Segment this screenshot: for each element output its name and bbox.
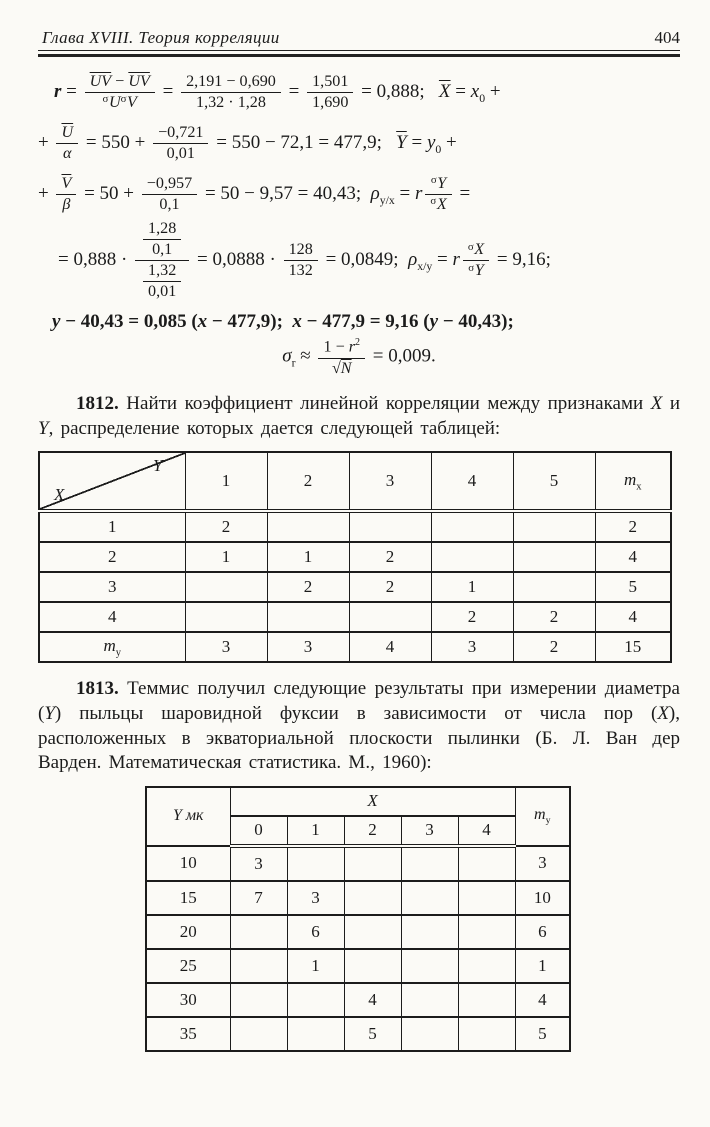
fraction-denominator <box>143 282 181 301</box>
text-segment: Y <box>44 702 55 724</box>
table-cell <box>185 602 267 632</box>
table-row <box>39 572 671 602</box>
table-header-row <box>39 452 671 511</box>
table-cell <box>267 511 349 542</box>
table-cell: 1 <box>287 949 344 983</box>
math-text: = <box>450 80 471 102</box>
math-text: = 0,009. <box>368 345 436 367</box>
table-row <box>39 511 671 542</box>
fraction <box>135 220 189 301</box>
variable: y <box>52 311 61 333</box>
fraction-numerator <box>181 73 281 93</box>
fraction-numerator <box>85 73 155 93</box>
corner-label-x: X <box>54 485 65 505</box>
table-row <box>146 881 570 915</box>
fraction <box>307 73 353 112</box>
table-cell: 2 <box>513 632 595 662</box>
math-text: = 0,888; <box>356 80 439 102</box>
math-text: 1,32 · 1,28 <box>196 93 266 111</box>
table-body <box>39 511 671 662</box>
text-segment: ) пыльцы шаровидной фуксии в зависимости от числа пор ( <box>54 702 658 724</box>
math-text: 1,32 <box>148 262 177 280</box>
table-cell: 4 <box>344 983 401 1017</box>
math-text: 0,01 <box>148 283 177 301</box>
table-cell <box>513 542 595 572</box>
sigma-term <box>121 94 137 111</box>
table-row <box>39 542 671 572</box>
text-segment: Найти коэффициент линейной корреляции между признаками <box>118 392 651 414</box>
math-text: 0,1 <box>152 241 173 259</box>
table-cell: 1 <box>185 542 267 572</box>
corner-label-y: Y <box>153 456 163 476</box>
fraction-denominator <box>85 93 155 112</box>
formula-line <box>38 124 680 163</box>
math-text: = 0,888 · <box>58 249 133 271</box>
fraction-numerator <box>425 175 451 195</box>
math-text: 1,690 <box>312 93 349 111</box>
row-label: 20 <box>146 915 230 949</box>
fraction-numerator <box>284 241 318 261</box>
table-cell <box>513 572 595 602</box>
variable: x <box>292 311 302 333</box>
math-text: = 50 + <box>79 182 139 204</box>
sigma-letter: U <box>108 93 121 111</box>
variable: r <box>452 249 460 271</box>
fraction-denominator <box>463 261 489 280</box>
table-cell <box>185 572 267 602</box>
sigma-letter: Y <box>437 174 447 192</box>
table-cell <box>230 915 287 949</box>
math-text: = 9,16; <box>492 249 551 271</box>
table-row <box>146 915 570 949</box>
variable: ρ <box>370 182 380 204</box>
table-cell <box>267 602 349 632</box>
sigma-symbol: σ <box>430 174 437 187</box>
chapter-title: Глава XVIII. Теория корреляции <box>42 28 280 47</box>
math-text: = <box>432 249 453 271</box>
row-label: 30 <box>146 983 230 1017</box>
table-cell <box>344 915 401 949</box>
table-cell <box>431 542 513 572</box>
grand-total: 15 <box>595 632 671 662</box>
math-text: − 40,43 = 0,085 ( <box>60 311 198 333</box>
table-cell <box>458 915 515 949</box>
table-cell <box>458 949 515 983</box>
variable: ρ <box>408 249 418 271</box>
sigma-term <box>468 262 483 279</box>
table-cell: 3 <box>230 846 287 881</box>
problem-1812-text <box>38 392 680 441</box>
row-total: 5 <box>595 572 671 602</box>
correlation-table-1812 <box>38 451 672 663</box>
sigma-symbol: σ <box>468 261 475 274</box>
subscript: r <box>291 356 296 370</box>
table-cell <box>401 915 458 949</box>
math-text: −0,721 <box>158 123 204 141</box>
row-label: 2 <box>39 542 185 572</box>
fraction-denominator <box>425 195 451 214</box>
math-text: 1,501 <box>312 72 349 90</box>
text-segment: 1813. <box>76 678 119 700</box>
fraction-denominator <box>143 240 181 259</box>
fraction <box>318 337 365 378</box>
math-text: = <box>61 80 82 102</box>
table-row <box>146 846 570 881</box>
table-header <box>146 787 570 846</box>
text-segment: 1812. <box>76 392 119 414</box>
column-header-total <box>515 787 570 846</box>
text-segment: и <box>662 392 680 414</box>
fraction-numerator <box>307 73 353 93</box>
table-cell: 3 <box>185 632 267 662</box>
formula-line <box>38 337 680 378</box>
text-segment: , распределение которых дается следующей таблицей: <box>48 417 501 439</box>
table-cell <box>287 983 344 1017</box>
table-cell <box>344 881 401 915</box>
math-text: 0,1 <box>159 195 180 213</box>
header-rule-thin <box>38 50 680 51</box>
overlined-variable: $\overline{V}$ <box>61 174 72 192</box>
label-subscript: x <box>636 481 642 493</box>
math-text: 132 <box>288 262 313 280</box>
table-cell: 5 <box>344 1017 401 1051</box>
table-cell: 2 <box>349 542 431 572</box>
row-label: 25 <box>146 949 230 983</box>
fraction-numerator <box>143 262 181 282</box>
math-text: = <box>157 80 179 102</box>
sigma-symbol: σ <box>102 92 109 105</box>
sigma-letter: V <box>127 93 137 111</box>
row-total: 3 <box>515 846 570 881</box>
table-cell <box>401 1017 458 1051</box>
math-text: = 0,0888 · <box>192 249 281 271</box>
fraction-denominator <box>142 195 197 214</box>
sigma-symbol: σ <box>120 92 127 105</box>
sigma-symbol: σ <box>430 195 437 208</box>
math-text: = <box>454 182 471 204</box>
fraction-denominator <box>56 195 76 214</box>
table-cell <box>458 881 515 915</box>
table-cell <box>458 846 515 881</box>
math-text: 2,191 − 0,690 <box>186 72 276 90</box>
table-footer-row <box>39 632 671 662</box>
fraction-denominator <box>56 144 78 163</box>
fraction-numerator <box>318 337 365 358</box>
row-label: 4 <box>39 602 185 632</box>
fraction-numerator <box>135 220 189 261</box>
formula-line <box>54 73 680 112</box>
sigma-letter: X <box>436 195 447 213</box>
table-cell <box>344 846 401 881</box>
fraction-denominator <box>181 93 281 112</box>
table-cell <box>401 949 458 983</box>
row-label: 1 <box>39 511 185 542</box>
fraction-numerator <box>153 124 208 144</box>
math-text: ≈ <box>295 345 316 367</box>
text-segment: Y <box>172 807 182 825</box>
row-total: 4 <box>515 983 570 1017</box>
column-header: 0 <box>230 816 287 846</box>
table-cell: 2 <box>513 602 595 632</box>
sigma-symbol: σ <box>467 240 474 253</box>
column-header: 2 <box>267 452 349 511</box>
table-1812-container <box>38 451 680 663</box>
sigma-term <box>431 175 446 192</box>
column-header: 2 <box>344 816 401 846</box>
fraction-numerator <box>142 175 197 195</box>
group-header-x: X <box>230 787 515 816</box>
math-text: √ <box>331 359 341 377</box>
footer-label <box>39 632 185 662</box>
corner-cell <box>39 452 185 511</box>
table-row <box>146 983 570 1017</box>
sigma-letter: X <box>474 241 485 259</box>
overlined-variable: $\overline{U}$ <box>128 72 140 90</box>
table-cell <box>513 511 595 542</box>
fraction <box>181 73 281 112</box>
subscript: 0 <box>479 91 486 105</box>
fraction-denominator <box>318 359 365 378</box>
math-text: = 0,0849; <box>320 249 409 271</box>
row-total: 4 <box>595 542 671 572</box>
table-cell: 7 <box>230 881 287 915</box>
label-subscript: y <box>115 647 122 659</box>
math-text: + <box>441 131 457 153</box>
row-total: 4 <box>595 602 671 632</box>
math-text: + <box>38 131 54 153</box>
table-cell <box>401 983 458 1017</box>
row-total: 6 <box>515 915 570 949</box>
overlined-variable: $\overline{U}$ <box>61 123 74 141</box>
sigma-letter: Y <box>474 262 484 280</box>
row-total: 2 <box>595 511 671 542</box>
table-cell <box>287 1017 344 1051</box>
table-cell: 3 <box>431 632 513 662</box>
formula-line <box>52 311 680 333</box>
label-base: m <box>623 470 637 490</box>
running-head <box>38 28 680 48</box>
row-label: 35 <box>146 1017 230 1051</box>
column-header: 1 <box>287 816 344 846</box>
column-header: 3 <box>401 816 458 846</box>
table-header-row-1 <box>146 787 570 816</box>
row-label: 3 <box>39 572 185 602</box>
column-header: 1 <box>185 452 267 511</box>
fraction <box>425 175 451 214</box>
text-segment: ), расположенных в экваториальной плоскости пылинки (Б. Л. Ван дер Варден. Математическая статистика. М., 1960): <box>38 702 680 774</box>
fraction-numerator <box>56 124 78 144</box>
text-segment: Y <box>38 417 49 439</box>
math-text: = 550 − 72,1 = 477,9; <box>211 131 397 153</box>
variable: r <box>415 182 423 204</box>
sigma-term <box>103 94 121 111</box>
fraction <box>56 175 76 214</box>
text-segment: мк <box>185 807 204 825</box>
table-cell: 3 <box>267 632 349 662</box>
math-text: −0,957 <box>146 174 193 192</box>
table-cell <box>401 881 458 915</box>
text-segment: X <box>650 392 663 414</box>
table-cell: 1 <box>267 542 349 572</box>
table-cell <box>401 846 458 881</box>
math-text: = 50 − 9,57 = 40,43; <box>200 182 371 204</box>
fraction-numerator <box>56 175 76 195</box>
subscript: 0 <box>435 142 442 156</box>
table-cell <box>344 949 401 983</box>
variable: β <box>62 195 71 213</box>
math-text: 128 <box>288 241 313 259</box>
fraction <box>56 124 78 163</box>
row-label: 15 <box>146 881 230 915</box>
variable: r <box>54 80 62 102</box>
table-cell <box>349 602 431 632</box>
overlined-variable: N <box>340 359 352 377</box>
subscript: y/x <box>379 193 395 207</box>
row-total: 5 <box>515 1017 570 1051</box>
math-text: = <box>283 80 305 102</box>
fraction-numerator <box>143 220 181 240</box>
table-row <box>146 949 570 983</box>
table-cell: 2 <box>431 602 513 632</box>
row-header-cell <box>146 787 230 846</box>
math-text: = <box>406 131 427 153</box>
fraction <box>85 73 155 112</box>
row-total: 10 <box>515 881 570 915</box>
table-cell <box>230 949 287 983</box>
math-text: − <box>111 72 129 90</box>
fraction <box>463 241 489 280</box>
math-text: + <box>38 182 54 204</box>
table-cell <box>230 983 287 1017</box>
math-text: − 477,9); <box>207 311 293 333</box>
header-rule-thick <box>38 54 680 57</box>
fraction-denominator <box>135 261 189 301</box>
math-text: − 40,43); <box>438 311 514 333</box>
table-cell <box>349 511 431 542</box>
text-segment: Теммис получил следующие результаты при измерении диаметра ( <box>38 678 680 724</box>
sigma-term <box>430 196 446 213</box>
variable: x <box>197 311 208 333</box>
variable: r <box>348 338 356 356</box>
formula-line <box>38 175 680 214</box>
math-text: 1 − <box>323 338 349 356</box>
fraction-denominator <box>153 144 208 163</box>
table-cell: 2 <box>349 572 431 602</box>
table-cell: 4 <box>349 632 431 662</box>
column-header: 5 <box>513 452 595 511</box>
column-header: 4 <box>458 816 515 846</box>
label-subscript: y <box>545 815 551 827</box>
variable: α <box>63 144 72 162</box>
superscript: 2 <box>355 337 361 349</box>
formula-line <box>58 220 680 301</box>
fraction <box>284 241 318 280</box>
variable: y <box>429 311 439 333</box>
fraction-numerator <box>463 241 489 261</box>
overlined-variable: $\overline{X}$ <box>438 80 451 102</box>
text-segment: X <box>657 702 669 724</box>
table-cell: 6 <box>287 915 344 949</box>
formula-block <box>38 73 680 378</box>
variable: σ <box>282 345 292 367</box>
column-header: 3 <box>349 452 431 511</box>
table-header <box>39 452 671 511</box>
fraction-denominator <box>284 261 318 280</box>
fraction-denominator <box>307 93 353 112</box>
page-number: 404 <box>654 28 680 47</box>
row-label: 10 <box>146 846 230 881</box>
problem-1813-text <box>38 677 680 776</box>
table-cell: 3 <box>287 881 344 915</box>
math-text: = 550 + <box>81 131 151 153</box>
overlined-variable: $\overline{V}$ <box>139 72 150 90</box>
table-cell <box>431 511 513 542</box>
table-cell <box>287 846 344 881</box>
variable: y <box>426 131 436 153</box>
table-row <box>146 1017 570 1051</box>
overlined-variable: $\overline{Y}$ <box>396 131 407 153</box>
overlined-variable: $\overline{UV}$ <box>89 72 112 90</box>
table-1813-container <box>38 786 680 1052</box>
fraction <box>153 124 208 163</box>
fraction <box>143 262 181 301</box>
table-cell: 2 <box>267 572 349 602</box>
math-text: 1,28 <box>148 220 177 238</box>
table-cell <box>230 1017 287 1051</box>
fraction <box>143 220 181 259</box>
variable: x <box>470 80 480 102</box>
table-cell: 1 <box>431 572 513 602</box>
sigma-term <box>468 241 484 258</box>
label-base: m <box>534 806 546 824</box>
correlation-table-1813 <box>145 786 571 1052</box>
math-text: − 477,9 = 9,16 ( <box>301 311 430 333</box>
math-text: 0,01 <box>166 144 195 162</box>
column-header-total <box>595 452 671 511</box>
table-cell <box>458 983 515 1017</box>
row-total: 1 <box>515 949 570 983</box>
table-row <box>39 602 671 632</box>
table-cell <box>458 1017 515 1051</box>
table-cell: 2 <box>185 511 267 542</box>
column-header: 4 <box>431 452 513 511</box>
label-base: m <box>103 636 116 656</box>
table-body <box>146 846 570 1051</box>
fraction <box>142 175 197 214</box>
subscript: x/y <box>417 259 433 273</box>
math-text: + <box>485 80 501 102</box>
math-text: = <box>394 182 416 204</box>
